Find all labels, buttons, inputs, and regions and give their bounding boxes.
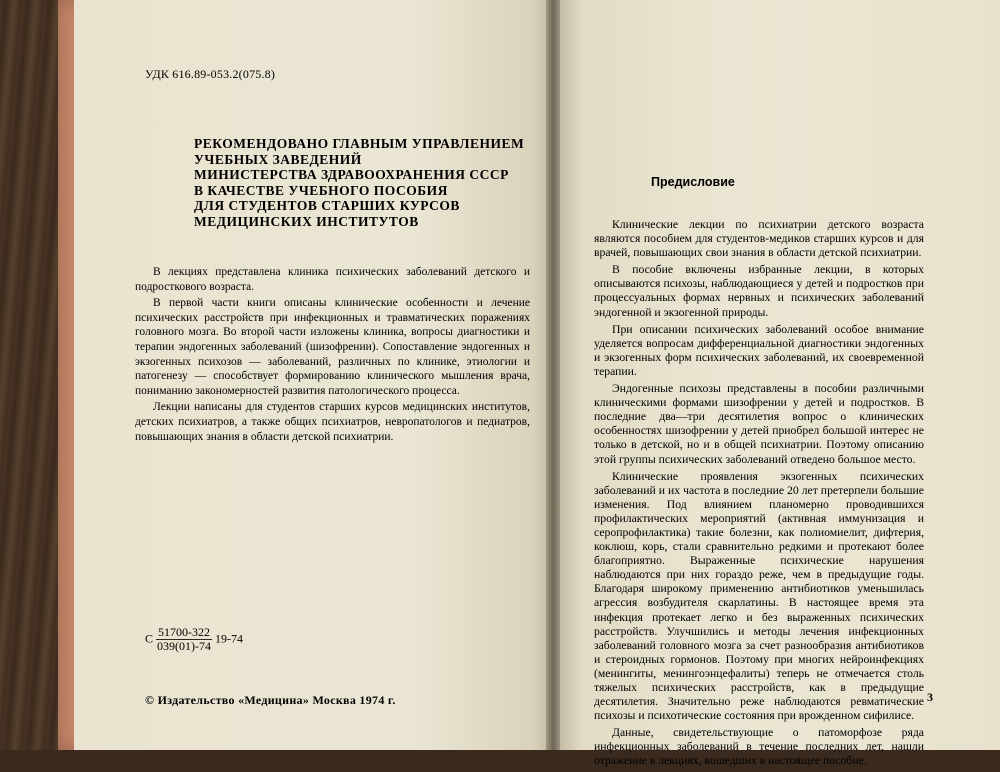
udk-code: УДК 616.89-053.2(075.8) xyxy=(145,67,276,81)
preface-paragraph: В пособие включены избранные лекции, в которых описываются психозы, наблюдающиеся у детей и подростков при процессуальных формах нервных и психических заболеваний эндогенной и экзогенной природы. xyxy=(594,263,924,319)
recommendation-line: МИНИСТЕРСТВА ЗДРАВООХРАНЕНИЯ СССР xyxy=(194,167,509,182)
preface-heading: Предисловие xyxy=(651,175,735,189)
recommendation-line: РЕКОМЕНДОВАНО ГЛАВНЫМ УПРАВЛЕНИЕМ xyxy=(194,136,525,151)
recommendation-line: В КАЧЕСТВЕ УЧЕБНОГО ПОСОБИЯ xyxy=(194,182,448,198)
abstract-paragraph: Лекции написаны для студентов старших курсов медицинских институтов, детских психиатров, а также общих психиатров, невропатологов и педиатров, повышающих знания в области детской психиатрии. xyxy=(135,401,530,443)
recommendation-line: ДЛЯ СТУДЕНТОВ СТАРШИХ КУРСОВ xyxy=(194,198,460,213)
code-fraction xyxy=(156,626,212,653)
recommendation-line: МЕДИЦИНСКИХ ИНСТИТУТОВ xyxy=(194,213,419,229)
preface-paragraph: При описании психических заболеваний особое внимание уделяется вопросам дифференциальной диагностики эндогенных и экзогенных форм психических заболеваний, их своевременной терапии. xyxy=(594,322,924,378)
abstract xyxy=(135,265,530,446)
abstract-paragraph: В первой части книги описаны клинические особенности и лечение психических расстройств при инфекционных и травматических поражениях головного мозга. Во второй части изложены клиника, вопросы диагностики и терапии эндогенных заболеваний (шизофрении). Сопоставление эндогенных и экзогенных психозов — заболеваний, различных по клинике, этиологии и патогенезу — способствует формированию клинического мышления врача, пониманию закономерностей развития патологического процесса. xyxy=(135,297,530,397)
code-numerator: 51700-322 xyxy=(158,625,211,639)
code-suffix: 19-74 xyxy=(215,631,244,646)
code-letter: С xyxy=(145,631,154,646)
recommendation-line: УЧЕБНЫХ ЗАВЕДЕНИЙ xyxy=(194,151,362,167)
code-denominator: 039(01)-74 xyxy=(157,639,212,653)
watermark: www.ay.by xyxy=(930,730,982,742)
preface-paragraph: Клинические лекции по психиатрии детского возраста являются пособием для студентов-медиков старших курсов и для врачей, повышающих свои знания в области детской психиатрии. xyxy=(594,218,924,260)
preface-paragraph: Эндогенные психозы представлены в пособии различными клиническими формами шизофрении у детей и подростков. В последние два—три десятилетия вопрос о клинических особенностях шизофрении у детей приобрел большой интерес не только в детской, но и в общей психиатрии. Поэтому описанию этой группы психических заболеваний отведено большое место. xyxy=(594,382,924,466)
publisher-line: © Издательство «Медицина» Москва 1974 г. xyxy=(145,693,396,707)
preface-paragraph: Данные, свидетельствующие о патоморфозе ряда инфекционных заболеваний в течение последних лет, нашли отражение в лекциях, вошедших в настоящее пособие. xyxy=(594,726,924,768)
catalog-code xyxy=(145,626,243,653)
preface-text xyxy=(594,218,924,772)
abstract-paragraph: В лекциях представлена клиника психических заболеваний детского и подросткового возраста. xyxy=(135,266,530,293)
page-number: 3 xyxy=(927,690,933,704)
book-gutter xyxy=(546,0,560,750)
preface-paragraph: Клинические проявления экзогенных психических заболеваний и их частота в последние 20 лет претерпели большие изменения. Под влиянием планомерно проводившихся профилактических мероприятий (активная иммунизация и серопрофилактика) такие болезни, как полиомиелит, дифтерия, коклюш, корь, стали сравнительно редкими и протекают более благоприятно. Выраженные психические нарушения наблюдаются при них гораздо реже, чем в предыдущие годы. Благодаря широкому применению антибиотиков уменьшилась агрессия возбудителя скарлатины. В настоящее время эта инфекция протекает легко и без выраженных психических расстройств. Улучшились и методы лечения инфекционных заболеваний головного мозга за счет разнообразия антибиотиков и стероидных гормонов. Поэтому при многих нейроинфекциях (менингиты, менингоэнцефалиты) теперь не отмечается столь тяжелых психических расстройств, как в предыдущие десятилетия. Значительно реже наблюдаются ревматические психозы и психотические состояния при врожденном сифилисе. xyxy=(594,469,924,723)
recommendation-block xyxy=(194,136,524,229)
